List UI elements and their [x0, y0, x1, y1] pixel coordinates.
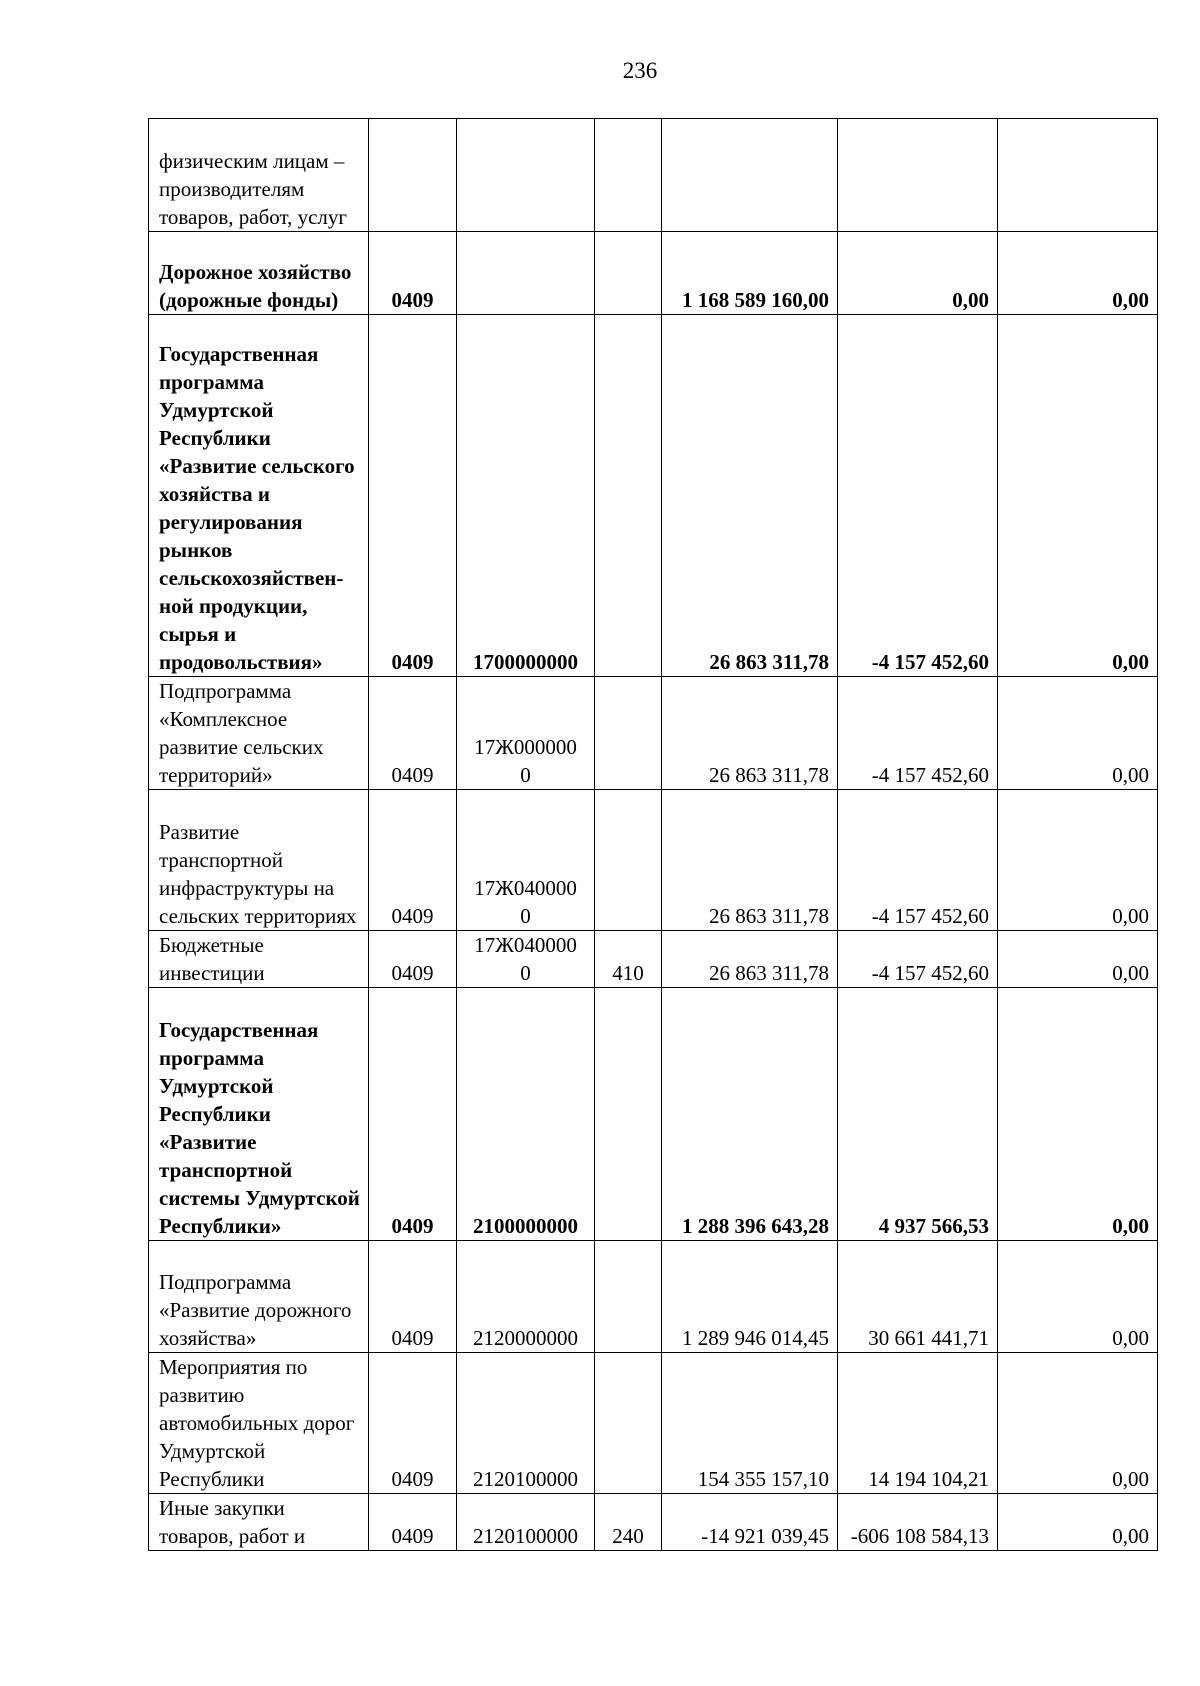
table-row	[149, 232, 1158, 315]
row-section-code-cell: 0409	[369, 1494, 457, 1551]
table-row	[149, 1241, 1158, 1353]
row-amount-3-cell	[998, 119, 1158, 232]
table-body	[149, 119, 1158, 1551]
target-article-code: 17Ж0000000	[474, 735, 577, 787]
row-amount-2-cell	[838, 119, 998, 232]
row-amount-3-cell: 0,00	[998, 315, 1158, 677]
row-name-cell: Дорожное хозяйство (дорожные фонды)	[149, 232, 369, 315]
row-name-cell: Государственная программа Удмуртской Республики «Развитие транспортной системы Удмуртской Республики»	[149, 988, 369, 1241]
row-amount-2-cell: 0,00	[838, 232, 998, 315]
row-amount-3-cell: 0,00	[998, 931, 1158, 988]
row-amount-3-cell: 0,00	[998, 988, 1158, 1241]
row-target-article-cell	[457, 1241, 595, 1353]
row-name-cell: Развитие транспортной инфраструктуры на сельских территориях	[149, 790, 369, 931]
row-section-code-cell: 0409	[369, 315, 457, 677]
table-row	[149, 1353, 1158, 1494]
row-amount-1-cell: -14 921 039,45	[662, 1494, 838, 1551]
row-expense-type-cell	[595, 1241, 662, 1353]
table-row	[149, 790, 1158, 931]
target-article-code: 2120100000	[473, 1524, 578, 1548]
table-row	[149, 315, 1158, 677]
row-amount-2-cell: -606 108 584,13	[838, 1494, 998, 1551]
row-name-cell: Подпрограмма «Комплексное развитие сельских территорий»	[149, 677, 369, 790]
row-amount-1-cell: 1 289 946 014,45	[662, 1241, 838, 1353]
row-amount-1-cell: 26 863 311,78	[662, 931, 838, 988]
row-amount-1-cell: 1 288 396 643,28	[662, 988, 838, 1241]
row-section-code-cell: 0409	[369, 988, 457, 1241]
target-article-code: 2120000000	[473, 1326, 578, 1350]
row-amount-2-cell: -4 157 452,60	[838, 315, 998, 677]
row-amount-1-cell: 26 863 311,78	[662, 315, 838, 677]
row-expense-type-cell	[595, 119, 662, 232]
row-name-cell: Государственная программа Удмуртской Республики «Развитие сельского хозяйства и регулирования рынков сельскохозяйствен-ной продукции, сырья и продовольствия»	[149, 315, 369, 677]
row-amount-1-cell: 154 355 157,10	[662, 1353, 838, 1494]
table-row	[149, 1494, 1158, 1551]
table-row	[149, 931, 1158, 988]
row-expense-type-cell	[595, 790, 662, 931]
row-target-article-cell	[457, 1494, 595, 1551]
row-name-cell: Иные закупки товаров, работ и	[149, 1494, 369, 1551]
row-amount-1-cell: 26 863 311,78	[662, 677, 838, 790]
row-amount-2-cell: 14 194 104,21	[838, 1353, 998, 1494]
row-amount-2-cell: -4 157 452,60	[838, 677, 998, 790]
row-expense-type-cell: 240	[595, 1494, 662, 1551]
row-target-article-cell	[457, 1353, 595, 1494]
row-target-article-cell	[457, 988, 595, 1241]
target-article-code: 17Ж0400000	[474, 933, 577, 985]
table-row	[149, 677, 1158, 790]
table-row	[149, 988, 1158, 1241]
row-expense-type-cell	[595, 677, 662, 790]
row-section-code-cell: 0409	[369, 232, 457, 315]
row-amount-3-cell: 0,00	[998, 1241, 1158, 1353]
row-amount-2-cell: -4 157 452,60	[838, 931, 998, 988]
row-name-cell: физическим лицам – производителям товаров, работ, услуг	[149, 119, 369, 232]
row-name-cell: Бюджетные инвестиции	[149, 931, 369, 988]
row-target-article-cell	[457, 677, 595, 790]
row-amount-2-cell: -4 157 452,60	[838, 790, 998, 931]
row-expense-type-cell: 410	[595, 931, 662, 988]
row-target-article-cell	[457, 315, 595, 677]
row-amount-3-cell: 0,00	[998, 232, 1158, 315]
row-amount-3-cell: 0,00	[998, 1353, 1158, 1494]
budget-table	[148, 118, 1158, 1551]
row-section-code-cell: 0409	[369, 790, 457, 931]
row-amount-1-cell	[662, 119, 838, 232]
row-section-code-cell: 0409	[369, 1241, 457, 1353]
row-expense-type-cell	[595, 315, 662, 677]
row-target-article-cell	[457, 790, 595, 931]
row-section-code-cell: 0409	[369, 1353, 457, 1494]
target-article-code: 17Ж0400000	[474, 876, 577, 928]
row-section-code-cell: 0409	[369, 931, 457, 988]
row-expense-type-cell	[595, 988, 662, 1241]
row-target-article-cell	[457, 931, 595, 988]
row-target-article-cell	[457, 119, 595, 232]
row-section-code-cell	[369, 119, 457, 232]
target-article-code: 1700000000	[473, 650, 578, 674]
target-article-code: 2120100000	[473, 1467, 578, 1491]
row-amount-3-cell: 0,00	[998, 1494, 1158, 1551]
row-amount-1-cell: 26 863 311,78	[662, 790, 838, 931]
row-amount-2-cell: 30 661 441,71	[838, 1241, 998, 1353]
row-amount-3-cell: 0,00	[998, 677, 1158, 790]
row-name-cell: Подпрограмма «Развитие дорожного хозяйства»	[149, 1241, 369, 1353]
row-target-article-cell	[457, 232, 595, 315]
row-expense-type-cell	[595, 232, 662, 315]
target-article-code: 2100000000	[473, 1214, 578, 1238]
row-amount-1-cell: 1 168 589 160,00	[662, 232, 838, 315]
table-row	[149, 119, 1158, 232]
row-section-code-cell: 0409	[369, 677, 457, 790]
page-number: 236	[622, 58, 658, 83]
row-amount-2-cell: 4 937 566,53	[838, 988, 998, 1241]
row-amount-3-cell: 0,00	[998, 790, 1158, 931]
row-expense-type-cell	[595, 1353, 662, 1494]
row-name-cell: Мероприятия по развитию автомобильных дорог Удмуртской Республики	[149, 1353, 369, 1494]
